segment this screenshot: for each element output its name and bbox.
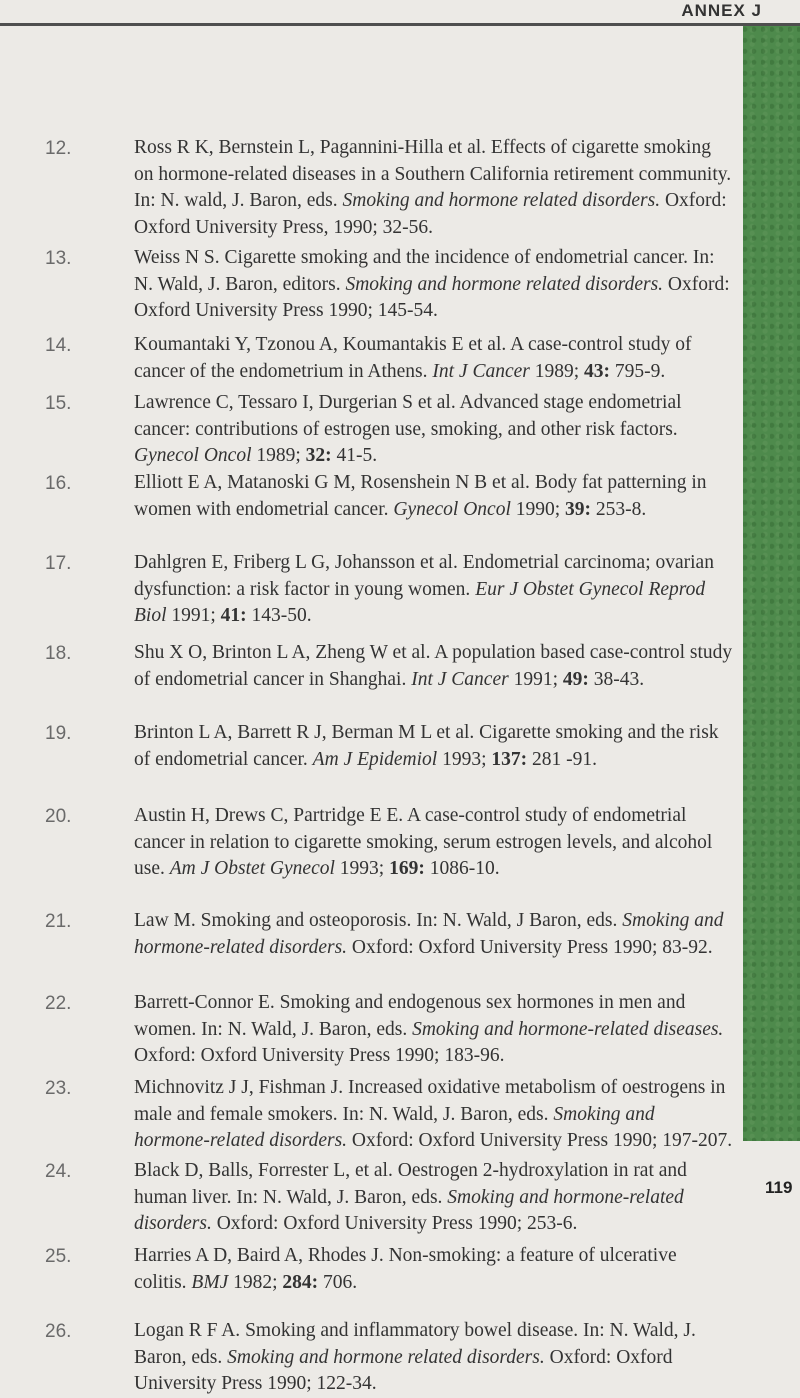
reference-volume: 43: [584, 360, 611, 382]
reference-publication: 1989; [534, 360, 580, 382]
header-rule [0, 23, 800, 26]
reference-publication: 1993; [339, 858, 385, 879]
reference-authors: Brinton L A, Barrett R J, Berman M L et al. [134, 722, 475, 743]
reference-publication: 1989; [256, 445, 301, 466]
reference-authors: Law M. [134, 910, 196, 931]
reference-number: 12. [45, 138, 72, 159]
reference-entry [134, 550, 734, 630]
reference-source: Eur J Obstet Gynecol Reprod Biol [134, 578, 706, 626]
reference-publication: Oxford: Oxford University Press 1990; 122-34. [134, 1346, 673, 1394]
page-number: 119 [765, 1178, 793, 1197]
reference-editors: In: N. Wald, J. Baron, eds. [201, 1018, 408, 1040]
reference-publication: 1990; [515, 498, 561, 520]
reference-source: Smoking and hormone-related disorders. [134, 1103, 655, 1151]
reference-entry [134, 1075, 734, 1155]
reference-number: 19. [45, 723, 72, 744]
reference-number: 14. [45, 335, 72, 356]
reference-publication: Oxford: Oxford University Press 1990; 253-6. [216, 1213, 578, 1234]
reference-number: 18. [45, 643, 72, 664]
reference-title: A case-control study of endometrial cancer in relation to cigarette smoking, serum estrogen levels, and alcohol use. [134, 805, 713, 879]
reference-authors: Barrett-Connor E. [134, 992, 275, 1013]
reference-title: Smoking and inflammatory bowel disease. [245, 1320, 579, 1341]
reference-number: 23. [45, 1078, 72, 1099]
reference-source: Smoking and hormone-related disorders. [134, 1186, 684, 1234]
reference-publication: 1991; [513, 668, 559, 690]
reference-authors: Michnovitz J J, Fishman J. [134, 1077, 344, 1098]
reference-volume: 39: [565, 498, 592, 520]
reference-authors: Elliott E A, Matanoski G M, Rosenshein N B et al. [134, 472, 530, 493]
reference-number: 16. [45, 473, 72, 494]
reference-source: Am J Epidemiol [312, 748, 438, 770]
reference-title: Cigarette smoking and the risk of endometrial cancer. [134, 722, 719, 770]
reference-entry [134, 135, 734, 241]
reference-authors: Lawrence C, Tessaro I, Durgerian S et al. [134, 392, 456, 413]
reference-volume: 169: [389, 858, 425, 879]
reference-entry [134, 990, 734, 1070]
reference-source: Smoking and hormone-related disorders. [134, 910, 724, 958]
reference-authors: Dahlgren E, Friberg L G, Johansson et al. [134, 552, 458, 573]
reference-pages: 281 -91. [532, 748, 598, 770]
reference-authors: Ross R K, Bernstein L, Pagannini-Hilla et al. [134, 137, 487, 158]
reference-publication: 1993; [442, 748, 487, 770]
reference-pages: 706. [323, 1271, 358, 1293]
reference-entry [134, 390, 734, 470]
reference-editors: In: N. Wald, J Baron, eds. [416, 910, 618, 931]
reference-publication: 1991; [171, 605, 216, 626]
reference-source: Int J Cancer [432, 360, 530, 382]
reference-volume: 49: [562, 668, 589, 690]
reference-title: Body fat patterning in women with endometrial cancer. [134, 472, 707, 520]
reference-volume: 137: [491, 748, 528, 770]
green-side-band [743, 26, 800, 1141]
reference-publication: Oxford: Oxford University Press, 1990; 32-56. [134, 190, 727, 238]
reference-number: 22. [45, 993, 72, 1014]
reference-entry [134, 1243, 734, 1296]
reference-volume: 41: [220, 605, 247, 626]
reference-volume: 284: [282, 1271, 319, 1293]
reference-authors: Harries A D, Baird A, Rhodes J. [134, 1245, 384, 1266]
reference-title: Non-smoking: a feature of ulcerative colitis. [134, 1245, 677, 1293]
reference-entry [134, 908, 734, 961]
reference-title: Endometrial carcinoma; ovarian dysfunction: a risk factor in young women. [134, 552, 714, 600]
annex-label: ANNEX J [681, 1, 762, 20]
reference-title: Smoking and osteoporosis. [200, 910, 412, 931]
reference-pages: 253-8. [595, 498, 647, 520]
reference-number: 17. [45, 553, 72, 574]
reference-number: 15. [45, 393, 72, 414]
reference-editors: In: N. Wald, J. Baron, eds. [236, 1186, 443, 1208]
reference-entry [134, 245, 734, 325]
reference-source: Gynecol Oncol [393, 498, 511, 520]
reference-authors: Logan R F A. [134, 1320, 241, 1341]
reference-source: BMJ [191, 1271, 229, 1293]
reference-authors: Weiss N S. [134, 247, 220, 268]
reference-editors: In: N. Wald, J. Baron, eds. [342, 1103, 549, 1125]
reference-title: Cigarette smoking and the incidence of endometrial cancer. [224, 247, 689, 268]
reference-pages: 795-9. [614, 360, 666, 382]
reference-number: 25. [45, 1246, 72, 1267]
reference-publication: Oxford: Oxford University Press 1990; 83-92. [351, 936, 713, 958]
reference-volume: 32: [305, 445, 332, 466]
reference-source: Smoking and hormone related disorders. [342, 190, 661, 211]
reference-authors: Black D, Balls, Forrester L, et al. [134, 1160, 393, 1181]
reference-source: Smoking and hormone related disorders. [345, 273, 664, 295]
reference-entry [134, 640, 734, 693]
reference-source: Smoking and hormone related disorders. [227, 1346, 545, 1368]
reference-title: Advanced stage endometrial cancer: contributions of estrogen use, smoking, and other risk factors. [134, 392, 682, 440]
reference-publication: 1982; [233, 1271, 278, 1293]
reference-pages: 38-43. [593, 668, 645, 690]
reference-title: Increased oxidative metabolism of oestrogens in male and female smokers. [134, 1077, 726, 1125]
reference-title: A case-control study of cancer of the endometrium in Athens. [134, 334, 692, 382]
reference-title: Effects of cigarette smoking on hormone-related diseases in a Southern California retirement community. [134, 137, 732, 185]
reference-entry [134, 1158, 734, 1238]
reference-number: 24. [45, 1161, 72, 1182]
reference-authors: Shu X O, Brinton L A, Zheng W et al. [134, 642, 431, 663]
reference-authors: Koumantaki Y, Tzonou A, Koumantakis E et al. [134, 334, 507, 355]
reference-editors: In: N. Wald, J. Baron, editors. [134, 247, 715, 295]
reference-source: Smoking and hormone-related diseases. [412, 1018, 724, 1040]
reference-pages: 143-50. [251, 605, 312, 626]
reference-number: 26. [45, 1321, 72, 1342]
reference-publication: Oxford: Oxford University Press 1990; 183-96. [134, 1045, 505, 1066]
reference-title: Smoking and endogenous sex hormones in men and women. [134, 992, 686, 1040]
reference-number: 13. [45, 248, 72, 269]
reference-pages: 1086-10. [429, 858, 500, 879]
reference-entry [134, 332, 734, 385]
reference-source: Gynecol Oncol [134, 445, 252, 466]
reference-pages: 41-5. [336, 445, 378, 466]
reference-publication: Oxford: Oxford University Press 1990; 145-54. [134, 273, 730, 321]
reference-editors: In: N. Wald, J. Baron, eds. [134, 1320, 696, 1368]
reference-source: Am J Obstet Gynecol [169, 858, 335, 879]
reference-title: A population based case-control study of endometrial cancer in Shanghai. [134, 642, 733, 690]
reference-publication: Oxford: Oxford University Press 1990; 197-207. [351, 1130, 733, 1151]
reference-entry [134, 720, 734, 773]
reference-number: 21. [45, 911, 72, 932]
reference-number: 20. [45, 806, 72, 827]
reference-entry [134, 470, 734, 523]
reference-title: Oestrogen 2-hydroxylation in rat and human liver. [134, 1160, 687, 1208]
reference-entry [134, 803, 734, 883]
reference-editors: In: N. wald, J. Baron, eds. [134, 190, 338, 211]
reference-source: Int J Cancer [411, 668, 509, 690]
reference-entry [134, 1318, 734, 1398]
reference-authors: Austin H, Drews C, Partridge E E. [134, 805, 404, 826]
